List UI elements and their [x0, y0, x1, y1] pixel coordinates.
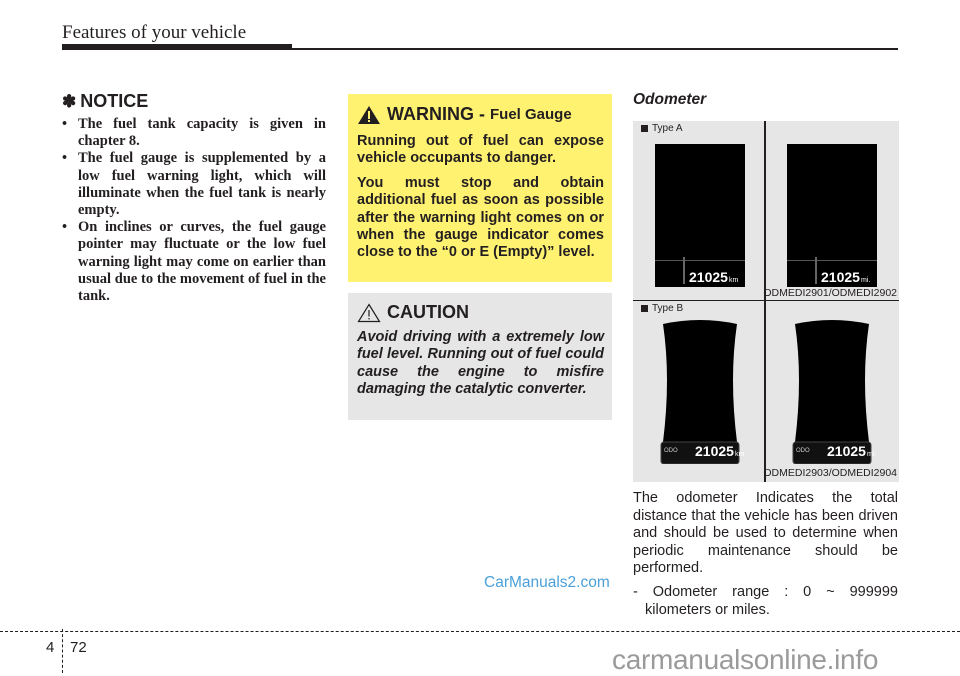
header-rule: [62, 48, 898, 50]
square-bullet-icon: [641, 305, 648, 312]
figure-divider: [764, 301, 766, 482]
asterisk-icon: ✽: [62, 91, 77, 111]
warning-title: WARNING -: [387, 104, 485, 124]
warning-paragraph: Running out of fuel can expose vehicle occupants to danger.: [357, 133, 604, 167]
caution-title: CAUTION: [387, 302, 469, 322]
unit-label: mi.: [860, 277, 871, 284]
caution-box: [348, 293, 612, 420]
list-item: • On inclines or curves, the fuel gauge pointer may fluctuate or the low fuel warning light may come on earlier than usual due to the movement of fuel in the tank.: [62, 219, 326, 305]
notice-section: [62, 91, 326, 305]
odometer-reading: 21025: [827, 443, 866, 459]
warning-triangle-icon: [357, 105, 381, 125]
watermark-link[interactable]: CarManuals2.com: [484, 574, 610, 591]
odometer-type-a-figure: [633, 121, 899, 301]
warning-subtitle: Fuel Gauge: [490, 106, 572, 123]
page-header-title: Features of your vehicle: [62, 22, 247, 43]
odo-label: ODO: [664, 448, 678, 454]
notice-list: [62, 116, 326, 305]
footer-rule: [0, 631, 960, 632]
unit-label: km: [728, 277, 739, 284]
figure-caption-b: ODMEDI2903/ODMEDI2904: [763, 467, 897, 479]
footer-watermark-link[interactable]: carmanualsonline.info: [612, 644, 879, 675]
figure-caption-a: ODMEDI2901/ODMEDI2902: [763, 287, 897, 299]
warning-heading: [357, 104, 604, 125]
notice-title: NOTICE: [80, 91, 149, 111]
description-paragraph: The odometer Indicates the total distance that the vehicle has been driven and should be used to determine when periodic maintenance should be performed.: [633, 490, 898, 577]
page-number: 72: [70, 639, 87, 656]
odometer-heading: Odometer: [633, 91, 707, 108]
list-item: • The fuel tank capacity is given in chapter 8.: [62, 116, 326, 150]
figure-divider: [764, 121, 766, 301]
odometer-type-b-figure: [633, 301, 899, 482]
caution-triangle-icon: [357, 303, 381, 323]
odometer-display-mi: [789, 318, 875, 464]
type-b-label: Type B: [641, 303, 683, 314]
notice-heading: [62, 91, 326, 112]
caution-text: Avoid driving with a extremely low fuel level. Running out of fuel could cause the engine to misfire damaging the catalytic converter.: [357, 329, 604, 398]
odometer-reading: 21025: [695, 443, 734, 459]
caution-heading: [357, 302, 604, 323]
square-bullet-icon: [641, 125, 648, 132]
footer-divider: [62, 629, 63, 673]
section-number: 4: [46, 639, 55, 656]
odometer-display-km: [655, 144, 745, 287]
odometer-reading: 21025: [689, 269, 728, 285]
odometer-reading: 21025: [821, 269, 860, 285]
odometer-description: [633, 490, 898, 625]
odometer-display-km: [657, 318, 743, 464]
type-a-label: Type A: [641, 123, 683, 134]
unit-label: mi.: [866, 451, 877, 458]
list-item: • The fuel gauge is supplemented by a low fuel warning light, which will illuminate when the fuel tank is nearly empty.: [62, 150, 326, 219]
warning-box: [348, 94, 612, 282]
odo-label: ODO: [796, 448, 810, 454]
odometer-range: - Odometer range : 0 ~ 999999 kilometers or miles.: [633, 583, 898, 618]
warning-paragraph: You must stop and obtain additional fuel as soon as possible after the warning light comes on or when the gauge indicator comes close to the “0 or E (Empty)” level.: [357, 174, 604, 261]
odometer-display-mi: [787, 144, 877, 287]
unit-label: km: [734, 451, 745, 458]
